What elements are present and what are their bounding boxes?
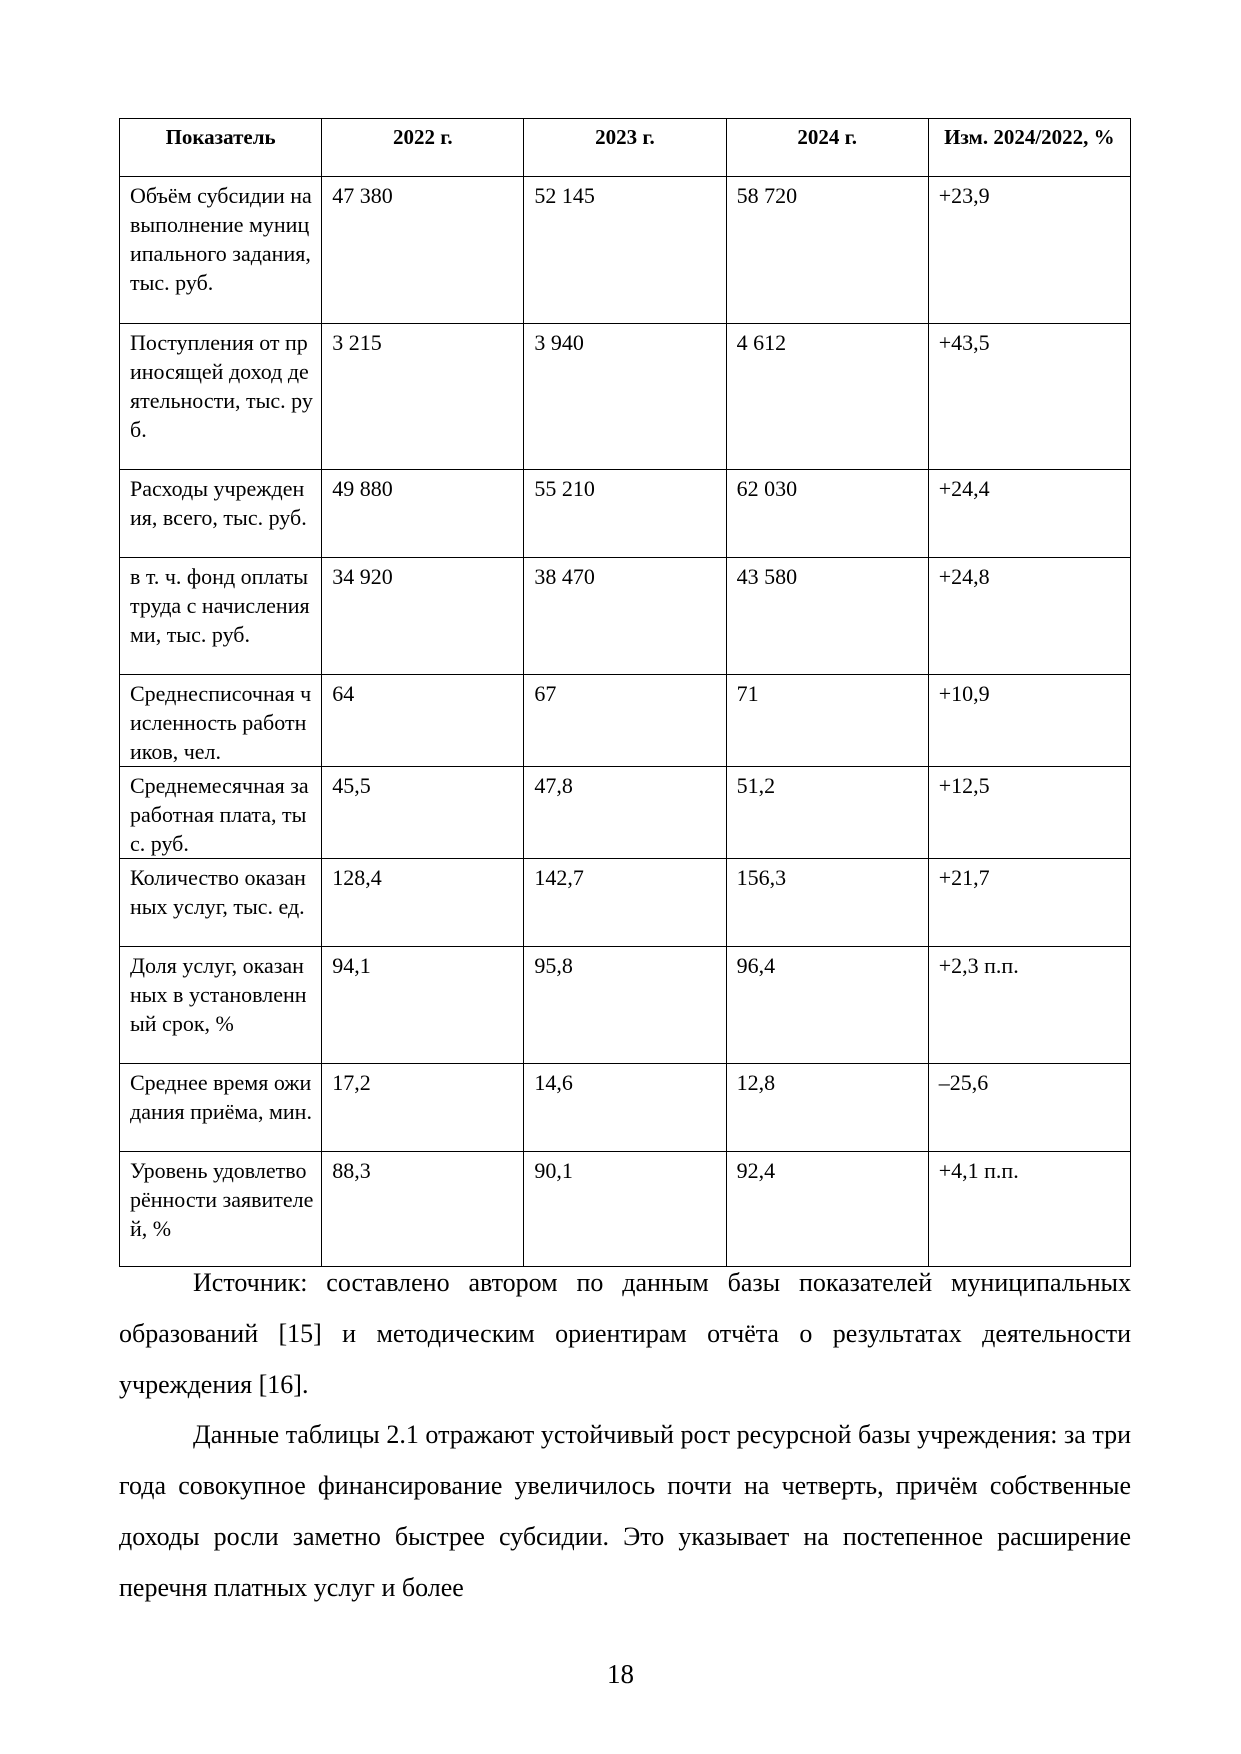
cell-change: +24,8 bbox=[928, 558, 1130, 675]
cell-change: +12,5 bbox=[928, 767, 1130, 859]
cell-change: –25,6 bbox=[928, 1064, 1130, 1152]
cell-2022: 34 920 bbox=[322, 558, 524, 675]
header-2022: 2022 г. bbox=[322, 119, 524, 177]
table-row bbox=[120, 859, 1131, 947]
cell-change: +2,3 п.п. bbox=[928, 947, 1130, 1064]
cell-2024: 43 580 bbox=[726, 558, 928, 675]
cell-2023: 55 210 bbox=[524, 470, 726, 558]
cell-change: +4,1 п.п. bbox=[928, 1152, 1130, 1267]
header-indicator: Показатель bbox=[120, 119, 322, 177]
table-row bbox=[120, 675, 1131, 767]
cell-indicator: Объём субсидии на выполнение муниципального задания, тыс. руб. bbox=[120, 177, 322, 324]
cell-2023: 67 bbox=[524, 675, 726, 767]
table-row bbox=[120, 947, 1131, 1064]
source-note: Источник: составлено автором по данным базы показателей муниципальных образований [15] и методическим ориентирам отчёта о результатах деятельности учреждения [16]. bbox=[119, 1268, 1131, 1399]
analysis-paragraph: Данные таблицы 2.1 отражают устойчивый рост ресурсной базы учреждения: за три года совокупное финансирование увеличилось почти на четверть, причём собственные доходы росли заметно быстрее субсидии. Это указывает на постепенное расширение перечня платных услуг и более bbox=[119, 1420, 1131, 1602]
cell-2024: 58 720 bbox=[726, 177, 928, 324]
cell-2023: 3 940 bbox=[524, 324, 726, 470]
cell-2022: 64 bbox=[322, 675, 524, 767]
page-number: 18 bbox=[607, 1659, 634, 1689]
cell-2022: 128,4 bbox=[322, 859, 524, 947]
cell-2022: 17,2 bbox=[322, 1064, 524, 1152]
cell-2024: 71 bbox=[726, 675, 928, 767]
table-row bbox=[120, 1152, 1131, 1267]
cell-2022: 88,3 bbox=[322, 1152, 524, 1267]
cell-change: +43,5 bbox=[928, 324, 1130, 470]
cell-2023: 38 470 bbox=[524, 558, 726, 675]
table-row bbox=[120, 558, 1131, 675]
cell-indicator: Расходы учреждения, всего, тыс. руб. bbox=[120, 470, 322, 558]
cell-2022: 45,5 bbox=[322, 767, 524, 859]
cell-indicator: Среднее время ожидания приёма, мин. bbox=[120, 1064, 322, 1152]
cell-2022: 3 215 bbox=[322, 324, 524, 470]
table-header-row bbox=[120, 119, 1131, 177]
cell-2023: 142,7 bbox=[524, 859, 726, 947]
cell-change: +21,7 bbox=[928, 859, 1130, 947]
cell-indicator: Доля услуг, оказанных в установленный срок, % bbox=[120, 947, 322, 1064]
cell-change: +10,9 bbox=[928, 675, 1130, 767]
cell-2024: 62 030 bbox=[726, 470, 928, 558]
cell-indicator: Среднемесячная заработная плата, тыс. руб. bbox=[120, 767, 322, 859]
cell-2024: 4 612 bbox=[726, 324, 928, 470]
cell-indicator: Среднесписочная численность работников, чел. bbox=[120, 675, 322, 767]
cell-2024: 12,8 bbox=[726, 1064, 928, 1152]
cell-2023: 14,6 bbox=[524, 1064, 726, 1152]
cell-2023: 90,1 bbox=[524, 1152, 726, 1267]
cell-2023: 95,8 bbox=[524, 947, 726, 1064]
cell-indicator: Уровень удовлетворённости заявителей, % bbox=[120, 1152, 322, 1267]
header-change: Изм. 2024/2022, % bbox=[928, 119, 1130, 177]
cell-change: +23,9 bbox=[928, 177, 1130, 324]
cell-2024: 51,2 bbox=[726, 767, 928, 859]
table-row bbox=[120, 324, 1131, 470]
cell-indicator: в т. ч. фонд оплаты труда с начислениями, тыс. руб. bbox=[120, 558, 322, 675]
table-row bbox=[120, 470, 1131, 558]
header-2023: 2023 г. bbox=[524, 119, 726, 177]
table-row bbox=[120, 767, 1131, 859]
cell-2023: 52 145 bbox=[524, 177, 726, 324]
cell-indicator: Количество оказанных услуг, тыс. ед. bbox=[120, 859, 322, 947]
cell-2022: 49 880 bbox=[322, 470, 524, 558]
cell-2022: 94,1 bbox=[322, 947, 524, 1064]
cell-2024: 156,3 bbox=[726, 859, 928, 947]
cell-indicator: Поступления от приносящей доход деятельности, тыс. руб. bbox=[120, 324, 322, 470]
cell-2024: 96,4 bbox=[726, 947, 928, 1064]
cell-change: +24,4 bbox=[928, 470, 1130, 558]
cell-2024: 92,4 bbox=[726, 1152, 928, 1267]
header-2024: 2024 г. bbox=[726, 119, 928, 177]
indicators-table bbox=[119, 118, 1131, 1267]
table-row bbox=[120, 1064, 1131, 1152]
cell-2022: 47 380 bbox=[322, 177, 524, 324]
table-row bbox=[120, 177, 1131, 324]
cell-2023: 47,8 bbox=[524, 767, 726, 859]
